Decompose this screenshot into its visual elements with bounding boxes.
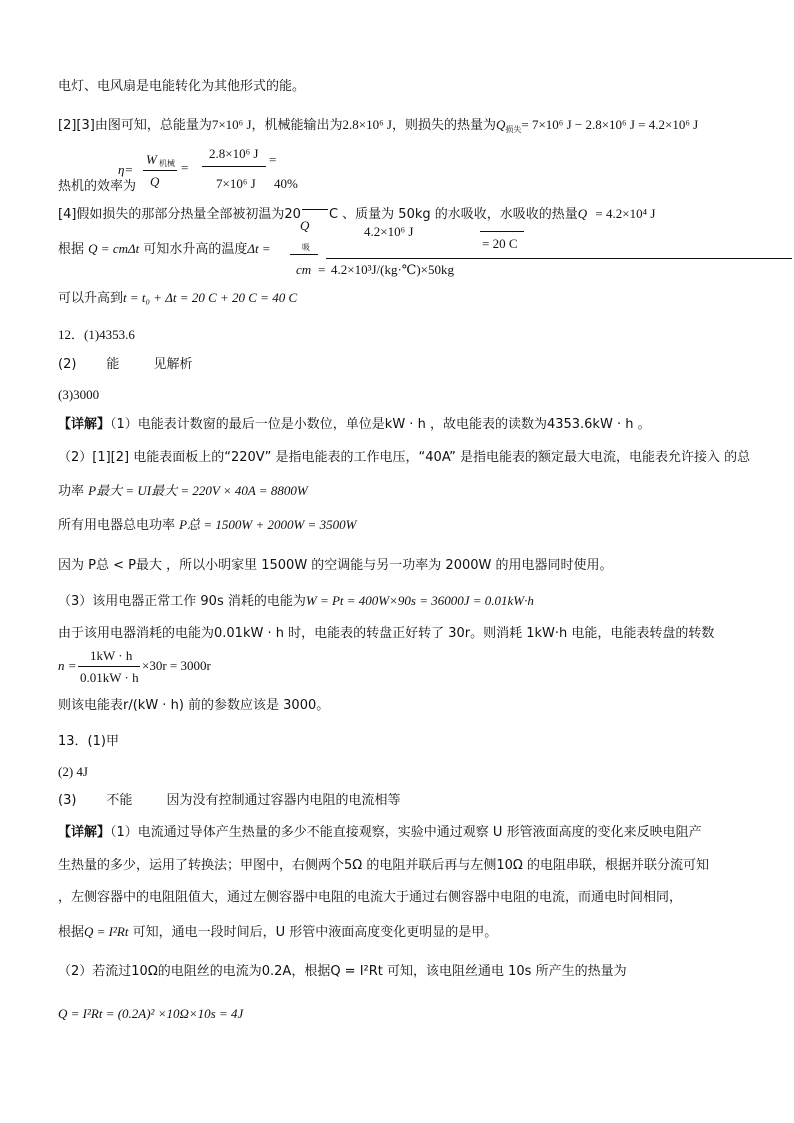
subscript: 机械 — [159, 159, 175, 168]
text-span: (2) — [58, 357, 77, 372]
text-line — [58, 923, 497, 942]
answer-line — [58, 356, 192, 374]
text-line: 则该电能表r/(kW · h) 前的参数应该是 3000。 — [58, 698, 330, 713]
fraction-denominator: 7×10⁶ J — [216, 176, 256, 191]
formula: 7×10⁶ J — [211, 117, 252, 132]
subscript: 吸 — [302, 243, 310, 252]
text-line — [58, 592, 534, 611]
text-line: （2）[1][2] 电能表面板上的“220V” 是指电能表的工作电压，“40A” 是指电能表的额定最大电流，电能表允许接入 的总 — [58, 450, 751, 465]
text-span: 根据 — [58, 925, 85, 940]
fraction-bar — [143, 170, 177, 171]
text-span: 可以升高到 — [58, 291, 124, 306]
text-line — [58, 289, 297, 308]
text-span: 根据 — [58, 242, 85, 257]
answer-line — [58, 792, 400, 810]
text-span: (3) — [58, 793, 77, 808]
degree-mark — [302, 209, 328, 210]
text-line — [58, 240, 271, 259]
text-line — [58, 824, 702, 842]
formula: W = Pt = 400W×90s = 36000J = 0.01kW·h — [305, 593, 534, 608]
formula: 2.8×10⁶ J — [342, 117, 392, 132]
formula: Q = cmΔt — [88, 241, 140, 256]
fraction-numerator: 2.8×10⁶ J — [209, 146, 259, 161]
text-line: ，左侧容器中的电阻阻值大，通过左侧容器中电阻的电流大于通过右侧容器中电阻的电流，而通电时间相同， — [58, 890, 683, 905]
formula-line: Q = I²Rt = (0.2A)² ×10Ω×10s = 4J — [58, 1006, 244, 1021]
text-line: 生热量的多少，运用了转换法；甲图中，右侧两个5Ω 的电阻并联后再与左侧10Ω 的电阻串联，根据并联分流可知 — [58, 858, 709, 873]
answer-line: (2) 4J — [58, 764, 88, 779]
equals-sign: = — [318, 262, 326, 277]
degree-mark — [480, 231, 524, 232]
fraction-bar — [202, 166, 266, 167]
text-line — [58, 482, 308, 501]
formula-symbol: n = — [58, 658, 77, 673]
formula: = 7×10⁶ J − 2.8×10⁶ J = 4.2×10⁶ J — [521, 117, 699, 132]
explanation-label: 【详解】 — [58, 417, 111, 432]
fraction-numerator: 1kW · h — [90, 648, 133, 663]
text-span: 可知水升高的温度 — [143, 242, 248, 257]
text-line — [58, 116, 698, 139]
text-line: 因为 P总 < P最大 ，所以小明家里 1500W 的空调能与另一功率为 2000W 的用电器同时使用。 — [58, 558, 613, 573]
text-span: ，机械能输出为 — [251, 118, 343, 133]
formula: Δt = — [247, 241, 271, 256]
text-span: （1）电流通过导体产生热量的多少不能直接观察，实验中通过观察 U 形管液面高度的变化来反映电阻产 — [110, 825, 702, 840]
formula: P最大 = UI最大 = 220V × 40A = 8800W — [88, 483, 308, 498]
text-span: （3）该用电器正常工作 90s 消耗的电能为 — [58, 594, 306, 609]
text-line: 热机的效率为 — [58, 179, 137, 194]
text-span: ，则损失的热量为 — [391, 118, 496, 133]
equals-sign: = — [181, 160, 189, 175]
formula: = 20 C — [482, 236, 518, 251]
text-line: （2）若流过10Ω的电阻丝的电流为0.2A，根据Q = I²Rt 可知，该电阻丝通电 10s 所产生的热量为 — [58, 964, 627, 979]
formula-symbol: Q — [577, 206, 588, 221]
fraction-denominator: 0.01kW · h — [80, 670, 139, 685]
text-line — [58, 516, 356, 535]
text-span: 功率 — [58, 484, 85, 499]
fraction-bar — [290, 254, 318, 255]
fraction-denominator: cm — [296, 262, 312, 277]
formula: ×30r = 3000r — [142, 658, 211, 673]
formula-symbol: Q — [496, 117, 506, 132]
fraction-bar — [78, 666, 140, 667]
question-number: 13．(1)甲 — [58, 734, 119, 749]
explanation-label: 【详解】 — [58, 825, 111, 840]
formula: t = t₀ + Δt = 20 C + 20 C = 40 C — [123, 290, 298, 305]
fraction-bar — [326, 258, 792, 259]
formula: Q = I²Rt — [84, 924, 129, 939]
fraction-denominator: 4.2×10³J/(kg·℃)×50kg — [331, 262, 455, 277]
formula: = 4.2×10⁴ J — [595, 206, 656, 221]
text-span: （1）电能表计数窗的最后一位是小数位，单位是kW · h ，故电能表的读数为4353.6kW · h 。 — [110, 417, 651, 432]
formula-symbol: η= — [118, 162, 134, 177]
text-line — [58, 205, 655, 224]
text-span: [2][3]由图可知，总能量为 — [58, 118, 212, 133]
text-span: 因为没有控制通过容器内电阻的电流相等 — [166, 793, 401, 808]
text-span: 见解析 — [153, 357, 193, 372]
formula-symbol: W — [146, 152, 157, 167]
text-span: C 、质量为 50kg 的水吸收，水吸收的热量 — [328, 207, 578, 222]
formula-symbol: Q — [150, 174, 160, 189]
question-number: 12．(1)4353.6 — [58, 327, 135, 342]
formula: 40% — [274, 176, 298, 191]
text-line: 由于该用电器消耗的电能为0.01kW · h 时，电能表的转盘正好转了 30r。则消耗 1kW·h 电能，电能表转盘的转数 — [58, 626, 715, 641]
text-span: 可知，通电一段时间后，U 形管中液面高度变化更明显的是甲。 — [132, 925, 498, 940]
text-span: 所有用电器总电功率 — [58, 518, 176, 533]
equals-sign: = — [269, 152, 277, 167]
text-span: 不能 — [106, 793, 133, 808]
formula-symbol: Q — [300, 218, 310, 233]
text-span: 能 — [106, 357, 120, 372]
text-span: [4]假如损失的那部分热量全部被初温为20 — [58, 207, 301, 222]
fraction-numerator: 4.2×10⁶ J — [364, 224, 414, 239]
formula: P总 = 1500W + 2000W = 3500W — [179, 517, 357, 532]
subscript: 损失 — [505, 125, 522, 134]
answer-line: (3)3000 — [58, 387, 100, 402]
text-line: 电灯、电风扇是电能转化为其他形式的能。 — [58, 79, 306, 94]
text-line — [58, 416, 651, 434]
